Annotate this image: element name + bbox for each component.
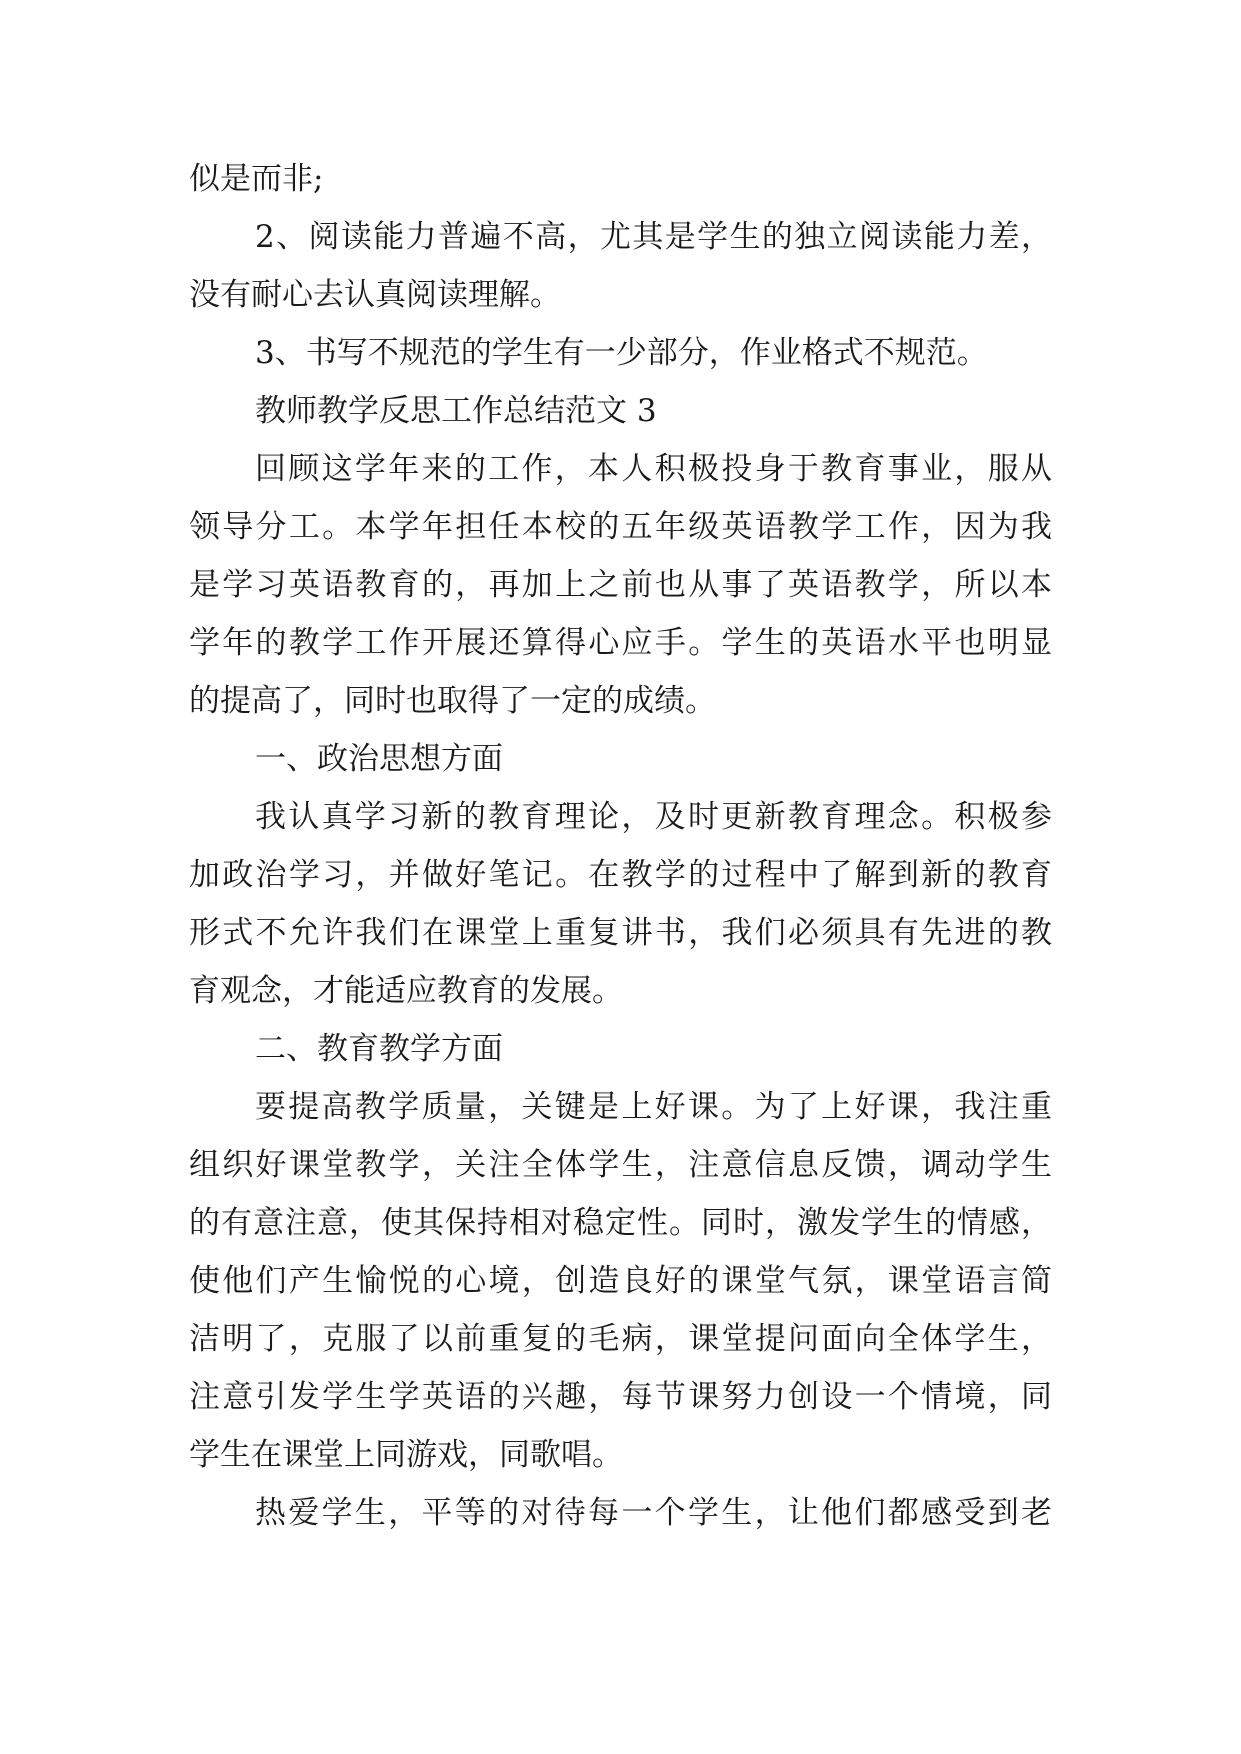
paragraph	[189, 324, 1052, 382]
paragraph	[189, 1484, 1052, 1542]
document-body	[189, 150, 1052, 1542]
text-line: 领导分工。本学年担任本校的五年级英语教学工作，因为我	[189, 509, 1052, 545]
text-line: 二、教育教学方面	[255, 1031, 503, 1067]
text-line: 育观念，才能适应教育的发展。	[189, 973, 623, 1009]
text-line: 学生在课堂上同游戏，同歌唱。	[189, 1437, 623, 1473]
text-line: 的提高了，同时也取得了一定的成绩。	[189, 683, 716, 719]
section-heading	[189, 730, 1052, 788]
paragraph	[189, 788, 1052, 1020]
text-line: 形式不允许我们在课堂上重复讲书，我们必须具有先进的教	[189, 915, 1052, 951]
text-line: 组织好课堂教学，关注全体学生，注意信息反馈，调动学生	[189, 1147, 1052, 1183]
text-line: 洁明了，克服了以前重复的毛病，课堂提问面向全体学生，	[189, 1321, 1052, 1357]
paragraph	[189, 1078, 1052, 1484]
text-line: 回顾这学年来的工作，本人积极投身于教育事业，服从	[255, 451, 1052, 487]
text-line: 加政治学习，并做好笔记。在教学的过程中了解到新的教育	[189, 857, 1052, 893]
text-line: 注意引发学生学英语的兴趣，每节课努力创设一个情境，同	[189, 1379, 1052, 1415]
text-line: 似是而非;	[189, 161, 324, 197]
text-line: 没有耐心去认真阅读理解。	[189, 277, 561, 313]
text-line: 是学习英语教育的，再加上之前也从事了英语教学，所以本	[189, 567, 1052, 603]
text-line: 热爱学生，平等的对待每一个学生，让他们都感受到老	[255, 1495, 1052, 1531]
text-line: 2、阅读能力普遍不高，尤其是学生的独立阅读能力差，	[255, 219, 1052, 255]
text-line: 教师教学反思工作总结范文 3	[255, 393, 657, 429]
text-line: 的有意注意，使其保持相对稳定性。同时，激发学生的情感，	[189, 1205, 1052, 1241]
paragraph	[189, 440, 1052, 730]
text-line: 3、书写不规范的学生有一少部分，作业格式不规范。	[255, 335, 988, 371]
text-line: 要提高教学质量，关键是上好课。为了上好课，我注重	[255, 1089, 1052, 1125]
text-line: 学年的教学工作开展还算得心应手。学生的英语水平也明显	[189, 625, 1052, 661]
paragraph	[189, 208, 1052, 324]
section-heading	[189, 382, 1052, 440]
paragraph	[189, 150, 1052, 208]
text-line: 一、政治思想方面	[255, 741, 503, 777]
text-line: 使他们产生愉悦的心境，创造良好的课堂气氛，课堂语言简	[189, 1263, 1052, 1299]
section-heading	[189, 1020, 1052, 1078]
text-line: 我认真学习新的教育理论，及时更新教育理念。积极参	[255, 799, 1052, 835]
